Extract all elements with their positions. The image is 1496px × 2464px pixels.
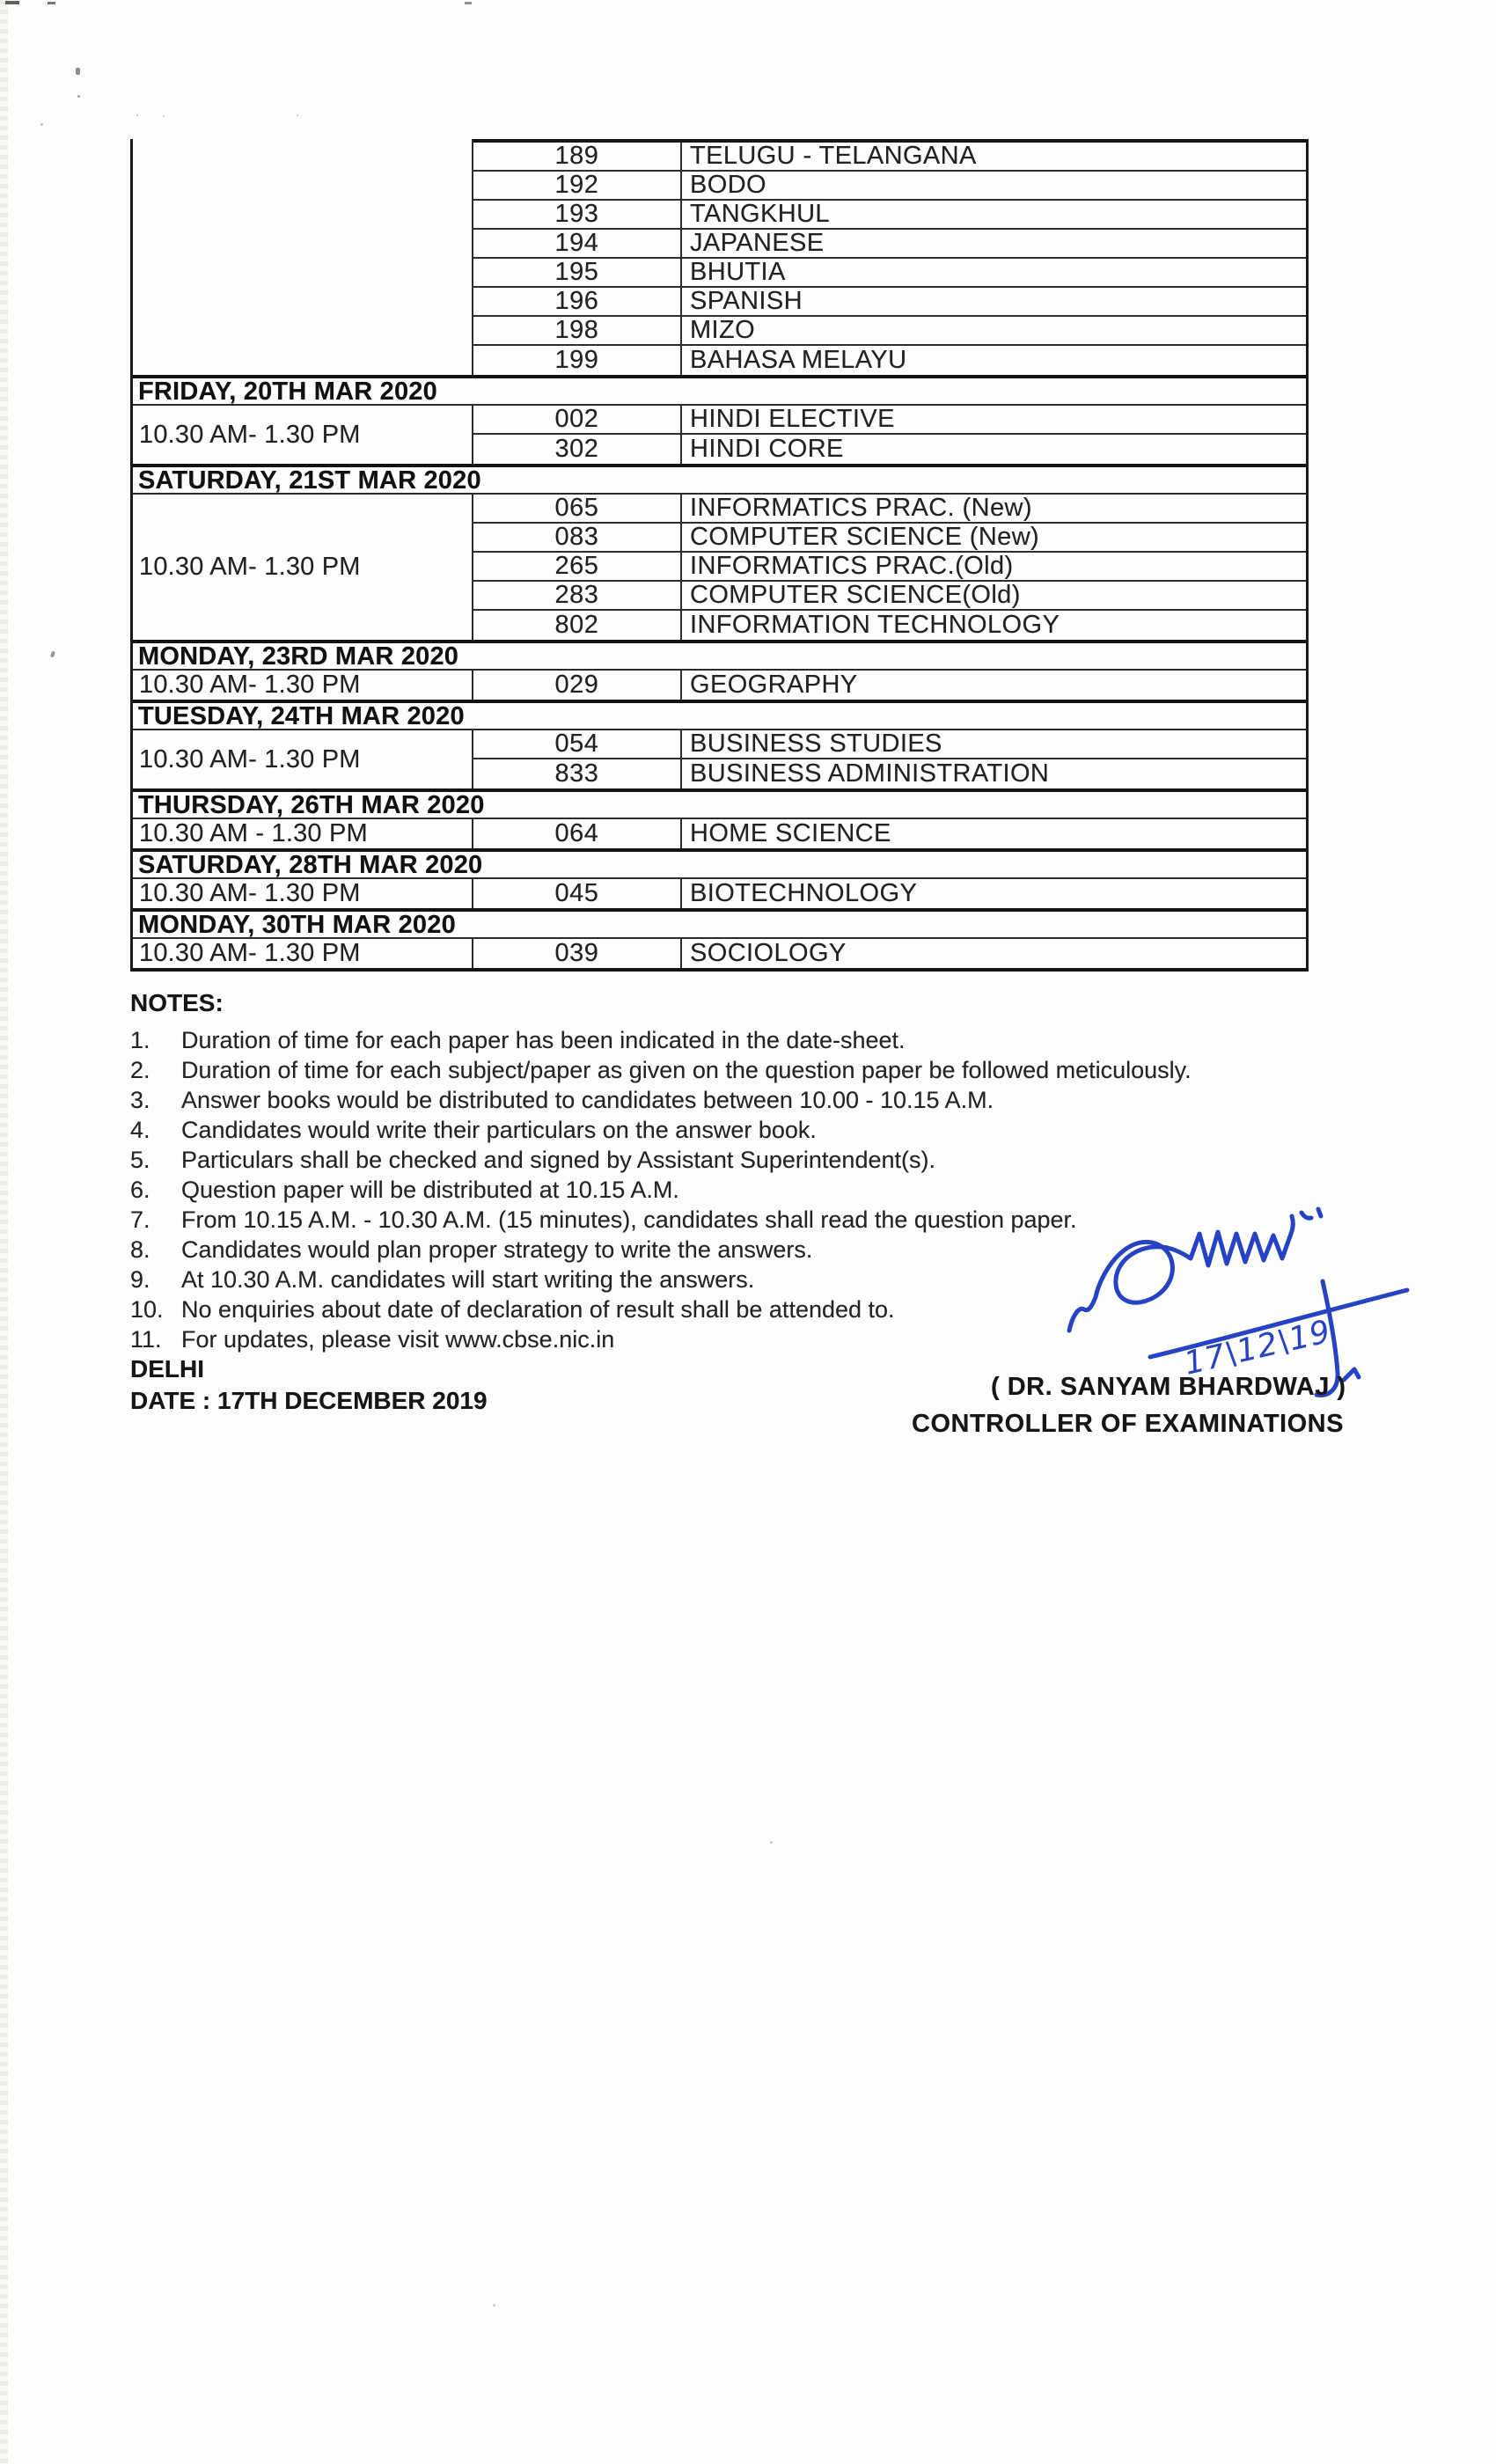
scan-speckle — [493, 2304, 495, 2306]
subject-row — [473, 230, 1306, 259]
subject-code: 064 — [473, 819, 682, 848]
schedule-day-block — [133, 700, 1306, 788]
subject-code: 198 — [473, 317, 682, 344]
subject-row — [473, 582, 1306, 611]
subject-code: 029 — [473, 671, 682, 700]
day-row — [133, 879, 1306, 908]
schedule-day-block — [133, 788, 1306, 848]
subject-row — [473, 879, 1306, 908]
subject-row — [473, 524, 1306, 553]
subject-row — [473, 611, 1306, 640]
note-text: For updates, please visit www.cbse.nic.in — [181, 1326, 615, 1353]
scan-speckle — [297, 114, 298, 116]
scan-speckle — [40, 123, 43, 126]
note-number: 1. — [130, 1027, 150, 1053]
subject-code: 196 — [473, 288, 682, 315]
subject-code: 083 — [473, 524, 682, 551]
subject-row — [473, 819, 1306, 848]
subject-name: BUSINESS ADMINISTRATION — [690, 759, 1050, 788]
subject-name: BIOTECHNOLOGY — [690, 879, 918, 907]
scan-speckle — [76, 68, 80, 75]
subject-name: TELUGU - TELANGANA — [690, 142, 977, 170]
subject-code: 194 — [473, 230, 682, 257]
time-cell: 10.30 AM- 1.30 PM — [133, 495, 473, 640]
scan-speckle — [48, 2, 55, 4]
notes-heading: NOTES: — [130, 989, 224, 1016]
subject-code: 192 — [473, 172, 682, 199]
scan-speckle — [136, 114, 138, 116]
subject-entries — [473, 939, 1306, 968]
note-number: 6. — [130, 1177, 150, 1203]
day-row — [133, 939, 1306, 968]
scan-speckle — [77, 95, 80, 98]
schedule-day-block — [133, 464, 1306, 640]
time-cell: 10.30 AM - 1.30 PM — [133, 819, 473, 848]
subject-name: MIZO — [690, 316, 756, 344]
signature-scribble — [1069, 1216, 1293, 1331]
day-header: MONDAY, 30TH MAR 2020 — [133, 908, 1306, 939]
note-number: 3. — [130, 1087, 150, 1113]
subject-row — [473, 939, 1306, 968]
note-text: No enquiries about date of declaration of result shall be attended to. — [181, 1296, 895, 1323]
note-number: 4. — [130, 1117, 150, 1143]
scan-speckle — [50, 651, 55, 658]
place-label: DELHI — [130, 1355, 204, 1382]
subject-row — [473, 759, 1306, 788]
subject-name: INFORMATICS PRAC. (New) — [690, 494, 1032, 522]
note-text: From 10.15 A.M. - 10.30 A.M. (15 minutes), candidates shall read the question paper. — [181, 1206, 1077, 1233]
scan-speckle — [163, 115, 165, 117]
day-row — [133, 406, 1306, 464]
time-cell: 10.30 AM- 1.30 PM — [133, 939, 473, 968]
subject-code: 054 — [473, 730, 682, 758]
note-text: Duration of time for each subject/paper as given on the question paper be followed meticulously. — [181, 1057, 1192, 1083]
schedule-day-block — [133, 848, 1306, 908]
subject-name: GEOGRAPHY — [690, 671, 858, 699]
note-number: 10. — [130, 1296, 164, 1323]
subject-row — [473, 406, 1306, 435]
scan-speckle — [5, 1, 19, 4]
subject-name: BUSINESS STUDIES — [690, 730, 942, 758]
note-number: 11. — [130, 1326, 162, 1353]
subject-code: 039 — [473, 939, 682, 968]
note-item — [130, 1085, 1389, 1115]
note-number: 2. — [130, 1057, 150, 1083]
note-number: 7. — [130, 1206, 150, 1233]
subject-name: TANGKHUL — [690, 200, 830, 228]
note-item — [130, 1145, 1389, 1175]
day-header: FRIDAY, 20TH MAR 2020 — [133, 375, 1306, 406]
subject-name: BAHASA MELAYU — [690, 346, 907, 374]
subject-code: 199 — [473, 346, 682, 375]
subject-name: HINDI ELECTIVE — [690, 405, 895, 433]
note-item — [130, 1115, 1389, 1145]
subject-row — [473, 143, 1306, 172]
note-number: 5. — [130, 1147, 150, 1173]
day-header: MONDAY, 23RD MAR 2020 — [133, 640, 1306, 671]
scan-speckle — [770, 1841, 773, 1844]
schedule-continuation-block — [133, 139, 1306, 375]
subject-name: HOME SCIENCE — [690, 819, 891, 847]
subject-name: COMPUTER SCIENCE(Old) — [690, 581, 1021, 609]
note-number: 9. — [130, 1266, 150, 1293]
subject-name: HINDI CORE — [690, 435, 844, 463]
day-row — [133, 819, 1306, 848]
subject-code: 065 — [473, 495, 682, 522]
subject-row — [473, 172, 1306, 201]
note-item — [130, 1055, 1389, 1085]
subject-name: SOCIOLOGY — [690, 939, 847, 967]
signatory-title: CONTROLLER OF EXAMINATIONS — [912, 1410, 1344, 1438]
signature-flourish — [1302, 1209, 1321, 1218]
subject-entries — [473, 879, 1306, 908]
time-cell — [133, 139, 473, 375]
subject-entries — [473, 671, 1306, 700]
note-text: At 10.30 A.M. candidates will start writing the answers. — [181, 1266, 755, 1293]
subject-code: 193 — [473, 201, 682, 228]
subject-entries — [473, 406, 1306, 464]
subject-row — [473, 435, 1306, 464]
subject-name: COMPUTER SCIENCE (New) — [690, 523, 1040, 551]
time-cell: 10.30 AM- 1.30 PM — [133, 730, 473, 788]
note-text: Question paper will be distributed at 10.15 A.M. — [181, 1177, 679, 1203]
day-row — [133, 730, 1306, 788]
date-line: DATE : 17TH DECEMBER 2019 — [130, 1387, 488, 1414]
schedule-day-block — [133, 375, 1306, 464]
day-header: TUESDAY, 24TH MAR 2020 — [133, 700, 1306, 730]
day-header: SATURDAY, 21ST MAR 2020 — [133, 464, 1306, 495]
day-header: THURSDAY, 26TH MAR 2020 — [133, 788, 1306, 819]
time-cell: 10.30 AM- 1.30 PM — [133, 406, 473, 464]
subject-code: 045 — [473, 879, 682, 908]
subject-code: 302 — [473, 435, 682, 464]
note-text: Answer books would be distributed to candidates between 10.00 - 10.15 A.M. — [181, 1087, 994, 1113]
day-header: SATURDAY, 28TH MAR 2020 — [133, 848, 1306, 879]
datesheet-table — [130, 139, 1309, 972]
subject-row — [473, 553, 1306, 582]
subject-name: INFORMATION TECHNOLOGY — [690, 611, 1060, 639]
subject-row — [473, 259, 1306, 288]
subject-name: INFORMATICS PRAC.(Old) — [690, 552, 1014, 580]
day-row — [133, 671, 1306, 700]
note-text: Duration of time for each paper has been indicated in the date-sheet. — [181, 1027, 906, 1053]
day-row — [133, 495, 1306, 640]
subject-row — [473, 730, 1306, 759]
subject-code: 833 — [473, 759, 682, 788]
subject-code: 189 — [473, 143, 682, 170]
note-item — [130, 1025, 1389, 1055]
note-number: 8. — [130, 1236, 150, 1263]
subject-code: 283 — [473, 582, 682, 609]
scan-speckle — [465, 2, 472, 4]
subject-name: JAPANESE — [690, 229, 825, 257]
time-cell: 10.30 AM- 1.30 PM — [133, 671, 473, 700]
signature-date-handwritten: 17\12\19 — [1180, 1313, 1335, 1382]
subject-code: 802 — [473, 611, 682, 640]
footer-place-date — [130, 1353, 488, 1417]
subject-row — [473, 317, 1306, 346]
day-row — [133, 139, 1306, 375]
subject-name: BODO — [690, 171, 766, 199]
subject-name: BHUTIA — [690, 258, 786, 286]
subject-row — [473, 346, 1306, 375]
subject-code: 265 — [473, 553, 682, 580]
subject-row — [473, 495, 1306, 524]
scan-edge-artifact — [0, 0, 8, 2464]
time-cell: 10.30 AM- 1.30 PM — [133, 879, 473, 908]
signatory-name: ( DR. SANYAM BHARDWAJ ) — [991, 1373, 1346, 1401]
subject-row — [473, 201, 1306, 230]
subject-entries — [473, 495, 1306, 640]
subject-entries — [473, 730, 1306, 788]
subject-row — [473, 671, 1306, 700]
subject-row — [473, 288, 1306, 317]
note-text: Candidates would plan proper strategy to write the answers. — [181, 1236, 813, 1263]
schedule-day-block — [133, 908, 1306, 968]
schedule-day-block — [133, 640, 1306, 700]
subject-entries — [473, 819, 1306, 848]
subject-entries — [473, 139, 1306, 375]
note-text: Candidates would write their particulars on the answer book. — [181, 1117, 817, 1143]
subject-code: 195 — [473, 259, 682, 286]
subject-code: 002 — [473, 406, 682, 433]
note-text: Particulars shall be checked and signed by Assistant Superintendent(s). — [181, 1147, 935, 1173]
subject-name: SPANISH — [690, 287, 803, 315]
